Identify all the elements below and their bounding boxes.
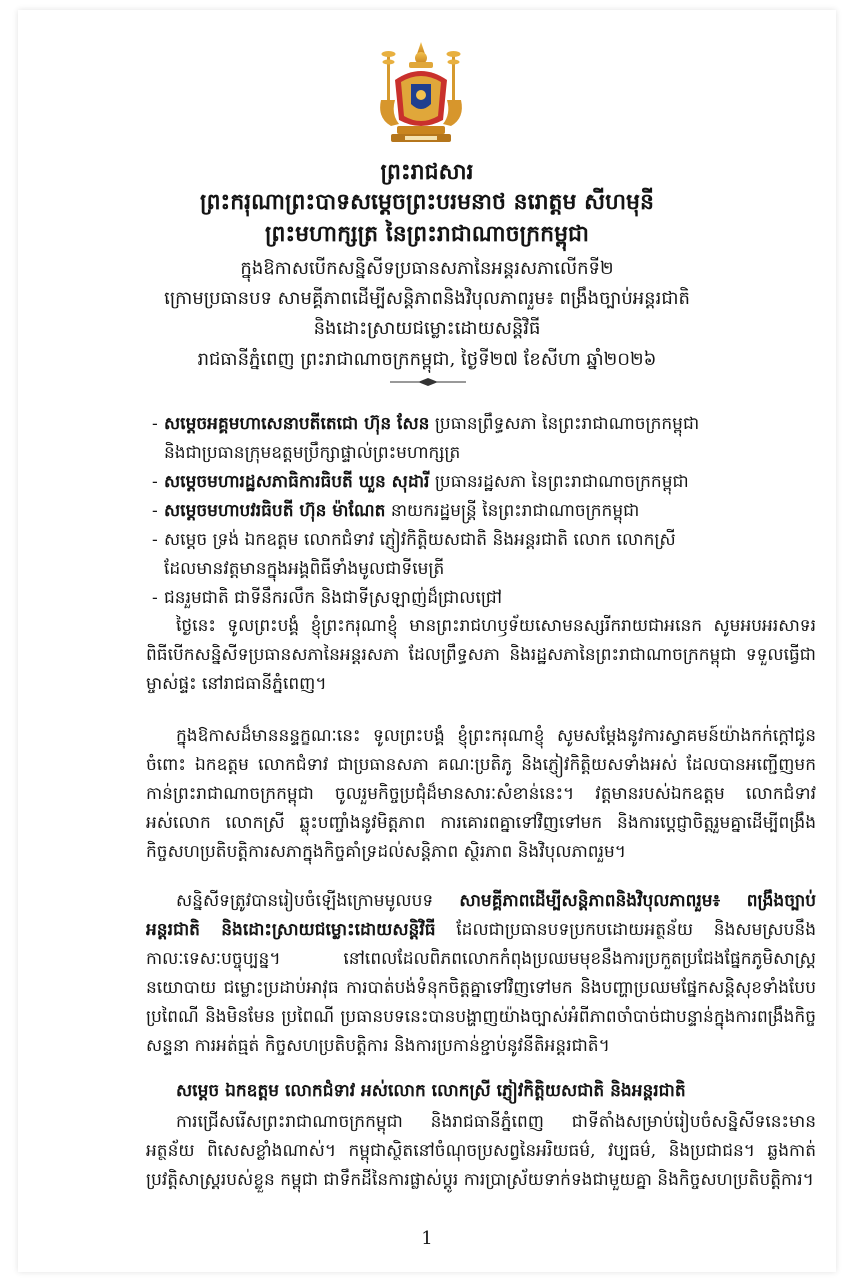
salutation-item <box>152 468 802 497</box>
paragraph-2-text: ក្នុងឱកាសដ៏មាននន្ទក្ខណៈនេះ ទូលព្រះបង្គំ ខ្ញុំព្រះករុណាខ្ញុំ សូមសម្តែងនូវការស្វាគមន៍យ៉ាងកក់ក្តៅជូនចំពោះ ឯកឧត្តម លោកជំទាវ ជាប្រធានសភា គណៈប្រតិភូ និងភ្ញៀវកិត្តិយសទាំងអស់ ដែលបានអញ្ជើញមកកាន់ព្រះរាជាណាចក្រកម្ពុជា ចូលរួមកិច្ចប្រជុំដ៏មានសារៈសំខាន់នេះ។ វត្តមានរបស់ឯកឧត្តម លោកជំទាវ អស់លោក លោកស្រី ឆ្លុះបញ្ចាំងនូវមិត្តភាព ការគោរពគ្នាទៅវិញទៅមក និងការប្តេជ្ញាចិត្តរួមគ្នាដើម្បីពង្រឹងកិច្ចសហប្រតិបត្តិការសភាក្នុងកិច្ចគាំទ្រដល់សន្តិភាព ស្ថិរភាព និងវិបុលភាពរួម។ <box>146 726 816 862</box>
royal-coat-of-arms-icon <box>373 40 469 146</box>
salutation-item <box>152 497 802 526</box>
document-title: ព្រះរាជសារ <box>380 159 474 185</box>
salutation-name: សម្តេចមហាបវរធិបតី ហ៊ុន ម៉ាណែត <box>164 501 386 521</box>
divider-ornament <box>388 377 468 387</box>
occasion-line: ក្នុងឱកាសបើកសន្និសីទប្រធានសភានៃអន្តរសភាលើកទី២ <box>240 258 614 279</box>
section-subheading: សម្តេច ឯកឧត្តម លោកជំទាវ អស់លោក លោកស្រី ភ្ញៀវកិត្តិយសជាតិ និងអន្តរជាតិ <box>176 1081 686 1101</box>
paragraph-2 <box>146 722 816 867</box>
salutation-title: ប្រធានព្រឹទ្ធសភា នៃព្រះរាជាណាចក្រកម្ពុជា <box>429 414 700 434</box>
salutation-continuation: និងជាប្រធានក្រុមឧត្តមប្រឹក្សាផ្ទាល់ព្រះមហាក្សត្រ <box>164 443 461 463</box>
salutation-name: សម្តេចមហារដ្ឋសភាធិការធិបតី ឃួន សុដារី <box>164 472 430 492</box>
salutation-continuation: ដែលមានវត្តមានក្នុងអង្គពិធីទាំងមូលជាទីមេត្រី <box>164 559 445 579</box>
monarch-kingdom: ព្រះមហាក្សត្រ នៃព្រះរាជាណាចក្រកម្ពុជា <box>264 221 590 247</box>
theme-line-continued: និងដោះស្រាយជម្លោះដោយសន្តិវិធី <box>313 318 541 339</box>
salutation-title: សម្តេច ទ្រង់ ឯកឧត្តម លោកជំទាវ ភ្ញៀវកិត្តិយសជាតិ និងអន្តរជាតិ លោក លោកស្រី <box>164 530 676 550</box>
page-number: 1 <box>421 1228 433 1249</box>
paragraph-3-theme: សាមគ្គីភាពដើម្បីសន្តិភាពនិងវិបុលភាពរួម៖ ពង្រឹងច្បាប់អន្តរជាតិ និងដោះស្រាយជម្លោះដោយសន្តិវិធី <box>146 891 816 940</box>
salutation-title: នាយករដ្ឋមន្ត្រី នៃព្រះរាជាណាចក្រកម្ពុជា <box>385 501 640 521</box>
place-date-line: រាជធានីភ្នំពេញ ព្រះរាជាណាចក្រកម្ពុជា, ថ្ងៃទី២៧ ខែសីហា ឆ្នាំ២០២៦ <box>197 349 657 370</box>
salutation-name: សម្តេចអគ្គមហាសេនាបតីតេជោ ហ៊ុន សែន <box>164 414 430 434</box>
paragraph-4-text: ការជ្រើសរើសព្រះរាជាណាចក្រកម្ពុជា និងរាជធានីភ្នំពេញ ជាទីតាំងសម្រាប់រៀបចំសន្និសីទនេះមានអត្ថន័យ ពិសេសខ្លាំងណាស់។ កម្ពុជាស្ថិតនៅចំណុចប្រសព្វនៃអរិយធម៌, វប្បធម៌, និងប្រជាជន។ ឆ្លងកាត់ប្រវត្តិសាស្ត្ររបស់ខ្លួន កម្ពុជា ជាទឹកដីនៃការផ្លាស់ប្តូរ ការប្រាស្រ័យទាក់ទងជាមួយគ្នា និងកិច្ចសហប្រតិបត្តិការ។ <box>146 1112 816 1190</box>
paragraph-4 <box>146 1108 816 1195</box>
salutation-item <box>152 526 802 584</box>
salutation-item <box>152 584 802 613</box>
salutation-title: ប្រធានរដ្ឋសភា នៃព្រះរាជាណាចក្រកម្ពុជា <box>429 472 689 492</box>
salutation-title: ជនរួមជាតិ ជាទីនឹករលឹក និងជាទីស្រឡាញ់ដ៏ជ្រាលជ្រៅ <box>164 588 503 608</box>
paragraph-1 <box>146 612 816 699</box>
salutations-list <box>152 410 802 613</box>
salutation-item <box>152 410 802 468</box>
paragraph-1-text: ថ្ងៃនេះ ទូលព្រះបង្គំ ខ្ញុំព្រះករុណាខ្ញុំ មានព្រះរាជហឫទ័យសោមនស្សរីករាយជាអនេក សូមអបអរសាទរពិធីបើកសន្និសីទប្រធានសភានៃអន្តរសភា ដែលព្រឹទ្ធសភា និងរដ្ឋសភានៃព្រះរាជាណាចក្រកម្ពុជា ទទួលធ្វើជាម្ចាស់ផ្ទះ នៅរាជធានីភ្នំពេញ។ <box>146 616 816 694</box>
paragraph-3 <box>146 887 816 1061</box>
theme-line: ក្រោមប្រធានបទ សាមគ្គីភាពដើម្បីសន្តិភាពនិងវិបុលភាពរួម៖ ពង្រឹងច្បាប់អន្តរជាតិ <box>164 288 690 309</box>
paragraph-3-text-end: ដែលជាប្រធានបទប្រកបដោយអត្ថន័យ និងសមស្របនឹងកាលៈទេសៈបច្ចុប្បន្ន។ នៅពេលដែលពិភពលោកកំពុងប្រឈមមុខនឹងការប្រកួតប្រជែងផ្នែកភូមិសាស្ត្រនយោបាយ ជម្លោះប្រដាប់អាវុធ ការបាត់បង់ទំនុកចិត្តគ្នាទៅវិញទៅមក និងបញ្ហាប្រឈមផ្នែកសន្តិសុខទាំងបែបប្រពៃណី និងមិនមែន ប្រពៃណី ប្រធានបទនេះបានបង្ហាញយ៉ាងច្បាស់អំពីភាពចាំបាច់ជាបន្ទាន់ក្នុងការពង្រឹងកិច្ចសន្ទនា ការអត់ធ្មត់ កិច្ចសហប្រតិបត្តិការ និងការប្រកាន់ខ្ជាប់នូវនីតិអន្តរជាតិ។ <box>146 920 816 1056</box>
document-page <box>18 10 836 1272</box>
monarch-title: ព្រះករុណាព្រះបាទសម្តេចព្រះបរមនាថ នរោត្តម សីហមុនី <box>200 189 654 215</box>
paragraph-3-text-start: សន្និសីទត្រូវបានរៀបចំឡើងក្រោមមូលបទ <box>176 891 460 911</box>
